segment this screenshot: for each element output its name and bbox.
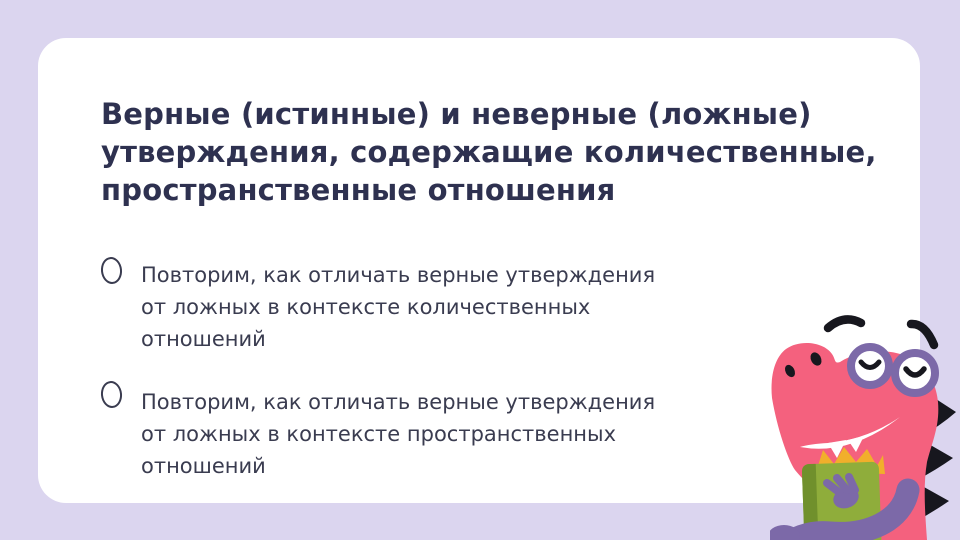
title-line-2: утверждения, содержащие количественные, xyxy=(101,135,877,169)
mascot-eyebrows xyxy=(828,319,934,345)
bullet-line: отношений xyxy=(141,327,266,351)
bullet-line: от ложных в контексте пространственных xyxy=(141,422,617,446)
bullet-item-1 xyxy=(141,259,655,355)
slide-title xyxy=(101,95,877,209)
circle-marker-icon xyxy=(100,380,124,409)
bullet-line: Повторим, как отличать верные утверждения xyxy=(141,390,656,414)
dinosaur-mascot-illustration xyxy=(770,300,960,540)
bullet-item-2 xyxy=(141,386,655,482)
circle-marker-icon xyxy=(100,256,124,285)
title-line-3: пространственные отношения xyxy=(101,173,616,207)
bullet-line: Повторим, как отличать верные утверждения xyxy=(141,263,656,287)
bullet-line: отношений xyxy=(141,454,266,478)
bullet-line: от ложных в контексте количественных xyxy=(141,295,591,319)
title-line-1: Верные (истинные) и неверные (ложные) xyxy=(101,97,812,131)
